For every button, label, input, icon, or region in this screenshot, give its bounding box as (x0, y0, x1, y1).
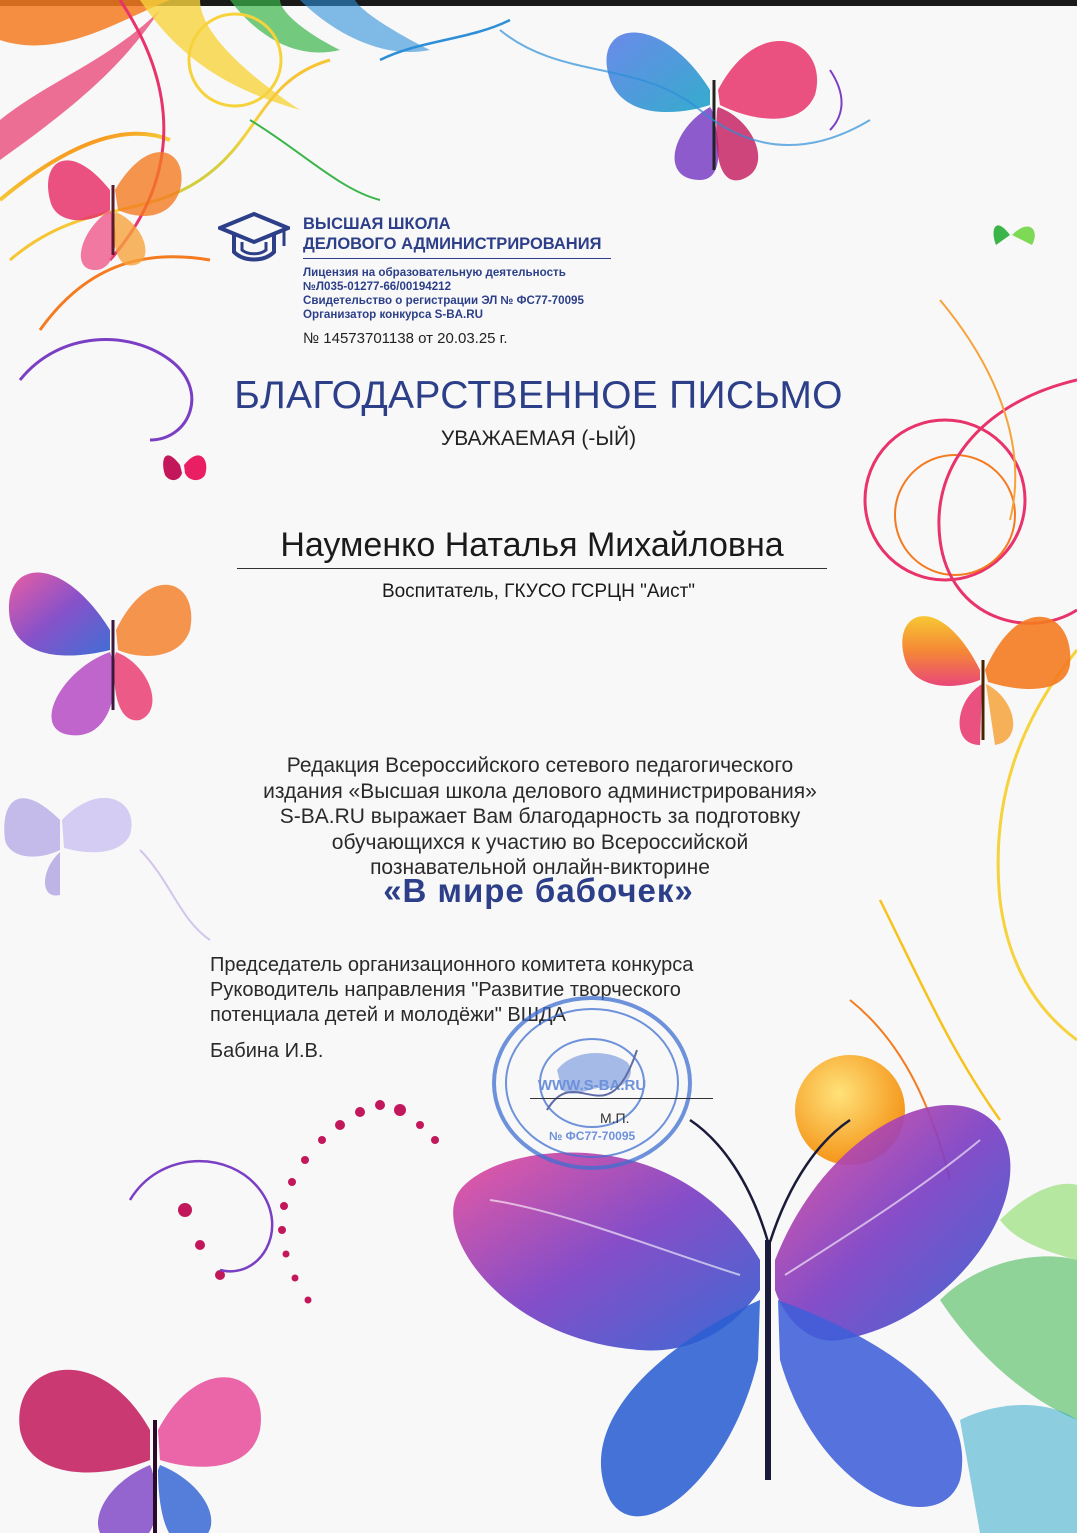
license-line: Лицензия на образовательную деятельность (303, 266, 566, 279)
gratitude-line: Редакция Всероссийского сетевого педагогического (286, 754, 794, 777)
gratitude-line: издания «Высшая школа делового администрирования» (263, 779, 817, 803)
butterfly-bottom-left (19, 1370, 261, 1533)
signatory-line: потенциала детей и молодёжи" ВШДА (210, 1004, 566, 1026)
gratitude-line: познавательной онлайн-викторине (370, 856, 710, 879)
recipient-position: Воспитатель, ГКУСО ГСРЦН "Аист" (381, 581, 696, 602)
butterfly-left-faint (4, 798, 210, 940)
gratitude-line: S-BA.RU выражает Вам благодарность за подготовку (279, 805, 801, 828)
official-seal-stamp (487, 990, 697, 1175)
organizer-line: Организатор конкурса S-BA.RU (303, 308, 483, 321)
signatory-name: Бабина И.В. (210, 1040, 324, 1062)
organization-name-line1: ВЫСШАЯ ШКОЛА (303, 215, 451, 233)
organization-name-line2: ДЕЛОВОГО АДМИНИСТРИРОВАНИЯ (303, 235, 602, 253)
signature-line (530, 1098, 713, 1099)
seal-site-text: WWW.S-BA.RU (537, 1077, 647, 1094)
graduation-cap-logo-icon (218, 210, 290, 270)
dotted-swirl (178, 1100, 439, 1304)
salutation: УВАЖАЕМАЯ (-ЫЙ) (440, 427, 637, 450)
gratitude-text (210, 753, 870, 881)
stamp-label: М.П. (600, 1110, 630, 1126)
registration-line: Свидетельство о регистрации ЭЛ № ФС77-70095 (303, 294, 584, 307)
butterfly-small-pink (163, 455, 206, 480)
butterfly-right-orange (902, 616, 1070, 745)
letter-title: БЛАГОДАРСТВЕННОЕ ПИСЬМО (234, 374, 843, 417)
quiz-title: «В мире бабочек» (383, 872, 694, 909)
organization-name (303, 214, 663, 254)
butterfly-top-right (606, 33, 841, 181)
signatory-line: Руководитель направления "Развитие творческого (210, 979, 681, 1001)
document-number: № 14573701138 от 20.03.25 г. (303, 330, 508, 347)
butterfly-tiny-green (994, 225, 1035, 245)
seal-number-text: № ФС77-70095 (548, 1129, 636, 1143)
recipient-name: Науменко Наталья Михайловна (237, 524, 827, 569)
license-number-line: №Л035-01277-66/00194212 (303, 280, 452, 293)
signatory-line: Председатель организационного комитета конкурса (210, 954, 694, 976)
license-info (303, 266, 683, 322)
organization-divider (303, 258, 611, 259)
gratitude-line: обучающихся к участию во Всероссийской (331, 830, 749, 854)
